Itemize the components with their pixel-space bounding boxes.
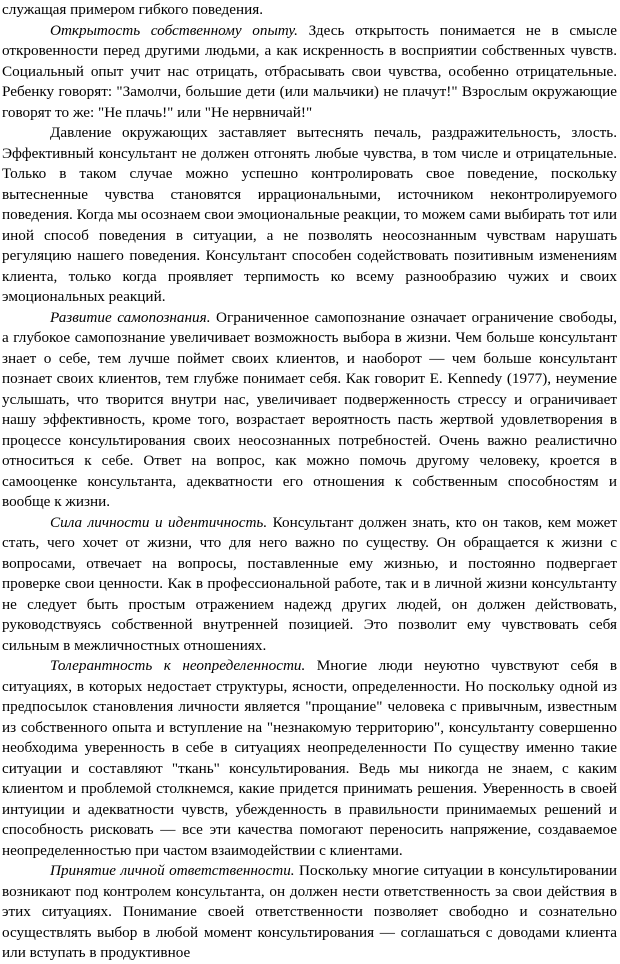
paragraph-tolerance bbox=[2, 656, 617, 861]
paragraph-self-knowledge bbox=[2, 308, 617, 513]
paragraph-lead: Развитие самопознания. bbox=[50, 308, 211, 326]
paragraph-text: служащая примером гибкого поведения. bbox=[2, 1, 264, 18]
paragraph-lead: Сила личности и идентичность. bbox=[50, 513, 268, 531]
paragraph-text: Консультант должен знать, кто он таков, кем может стать, чего хочет от жизни, что для него важно по существу. Он обращается к жизни с вопросами, отвечает на вопросы, поставленные ему жизнью, и постоянно подвергает проверке свои ценности. Как в профессиональной работе, так и в личной жизни консультанту не следует быть простым отражением надежд других людей, он должен действовать, руководствуясь собственной внутренней позицией. Это позволит ему чувствовать себя сильным в межличностных отношениях. bbox=[2, 513, 617, 654]
paragraph-text: Многие люди неуютно чувствуют себя в ситуациях, в которых недостает структуры, ясности, определенности. Но поскольку одной из предпосылок становления личности является "прощание" человека с привычным, известным из собственного опыта и вступление на "незнакомую территорию", консультанту совершенно необходима уверенность в себе в ситуациях неопределенности По существу именно такие ситуации и составляют "ткань" консультирования. Ведь мы никогда не знаем, с каким клиентом и проблемой столкнемся, какие придется принимать решения. Уверенность в своей интуиции и адекватности чувств, убежденность в правильности принимаемых решений и способность рисковать — все эти качества помогают переносить напряжение, создаваемое неопределенностью при частом взаимодействии с клиентами. bbox=[2, 657, 617, 859]
paragraph-continuation bbox=[2, 0, 617, 21]
paragraph-lead: Толерантность к неопределенности. bbox=[50, 657, 306, 674]
paragraph-openness bbox=[2, 21, 617, 124]
paragraph-text: Давление окружающих заставляет вытеснять печаль, раздражительность, злость. Эффективный консультант не должен отгонять любые чувства, в том числе и отрицательные. Только в таком случае можно успешно контролировать свое поведение, поскольку вытесненные чувства становятся иррациональными, источником неконтролируемого поведения. Когда мы осознаем свои эмоциональные реакции, то можем сами выбирать тот или иной способ поведения в ситуации, а не позволять неосознанным чувствам нарушать регуляцию нашего поведения. Консультант способен содействовать позитивным изменениям клиента, только когда проявляет терпимость ко всему разнообразию чужих и своих эмоциональных реакций. bbox=[2, 124, 617, 305]
paragraph-lead: Открытость собственному опыту. bbox=[50, 21, 298, 39]
paragraph-text: Ограниченное самопознание означает ограничение свободы, а глубокое самопознание увеличивает возможность выбора в жизни. Чем больше консультант знает о себе, тем лучше поймет своих клиентов, и наоборот — чем больше консультант познает своих клиентов, тем глубже понимает себя. Как говорит E. Kennedy (1977), неумение услышать, что творится внутри нас, увеличивает подверженность стрессу и ограничивает нашу эффективность, кроме того, возрастает вероятность пасть жертвой удовлетворения в процессе консультирования своих неосознанных потребностей. Очень важно реалистично относиться к себе. Ответ на вопрос, как можно помочь другому человеку, кроется в самооценке консультанта, адекватности его отношения к собственным способностям и вообще к жизни. bbox=[2, 308, 617, 510]
paragraph-text: Поскольку многие ситуации в консультировании возникают под контролем консультанта, он должен нести ответственность за свои действия в этих ситуациях. Понимание своей ответственности позволяет свободно и сознательно осуществлять выбор в любой момент консультирования — соглашаться с доводами клиента или вступать в продуктивное bbox=[2, 862, 617, 961]
paragraph-text: Здесь открытость понимается не в смысле откровенности перед другими людьми, а как искренность в восприятии собственных чувств. Социальный опыт учит нас отрицать, отбрасывать свои чувства, особенно отрицательные. Ребенку говорят: "Замолчи, большие дети (или мальчики) не плачут!" Взрослым окружающие говорят то же: "Не плачь!" или "Не нервничай!" bbox=[2, 21, 617, 121]
paragraph-lead: Принятие личной ответственности. bbox=[50, 862, 295, 879]
paragraph-identity bbox=[2, 513, 617, 657]
paragraph-pressure bbox=[2, 123, 617, 308]
paragraph-responsibility bbox=[2, 861, 617, 964]
